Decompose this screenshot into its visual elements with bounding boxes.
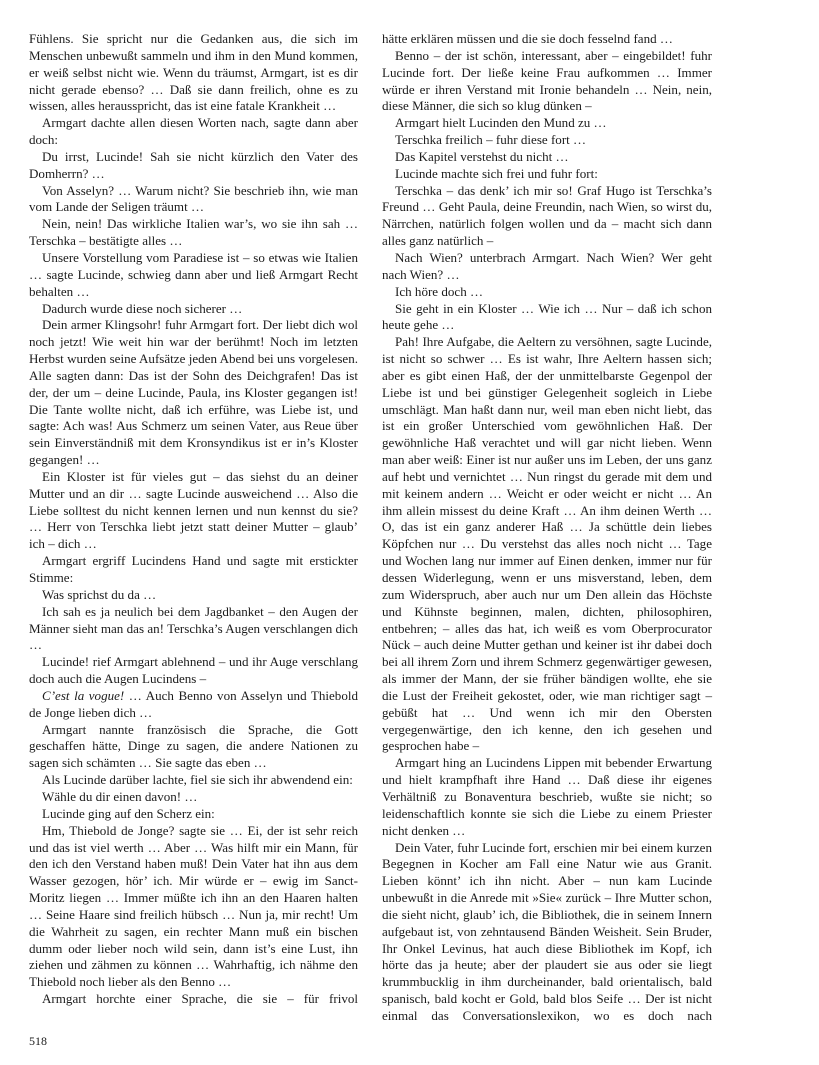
left-column-paragraph: Dadurch wurde diese noch sicherer … [42,300,243,316]
right-column-paragraph: Lucinde machte sich frei und fuhr fort: [395,165,598,181]
right-column-paragraph: Pah! Ihre Aufgabe, die Aeltern zu versöhnen, sagte Lucinde, ist nicht so schwer … Es ist wahr, Ihre Aeltern hassen sich; aber es gibt einen Haß, der der unmittelbarste Gegenpol der Liebe ist und bei günstiger Gelegenheit sogleich in Liebe umschlägt. Man haßt dann nur, weil man eben nicht liebt, das ist ein großer Unterschied vom gewöhnlichen Haß. Der gewöhnliche Haß verachtet und will gar nicht lieben. Wenn man aber weiß: Einer ist nur außer uns im Leben, der uns ganz auf hebt und vernichtet … Nun ringst du gerade mit dem und mit keinem andern … Weicht er oder weicht er nicht … An ihm allein missest du deine Kraft … An ihm deinen Werth … O, das ist ein ganz anderer Haß … Ja schüttle dein liebes Köpfchen nur … Du verstehst das alles noch nicht … Tage und Wochen lang nur immer auf Einen denken, immer nur für dessen Widerlegung, wenn er uns misverstand, leben, dem zum Widerspruch, aber auch nur um Den allein das Höchste und Kühnste beginnen, malen, dichten, philosophiren, entbehren; – alles das hat, ich weiß es vom Oberprocurator Nück – auch deine Mutter gethan und keiner ist ihr dabei doch bei all ihrem Zorn und ihrem Schmerz gegenwärtiger gewesen, als immer der Mann, der sie früher bändigen wollte, ehe sie die Lust der Freiheit gekostet, oder, wie man richtiger sagt – gebüßt hat … Und wenn ich mir den Obersten vergegenwärtige, den ich kenne, den ich gesehen und gesprochen habe – [382,334,712,754]
left-column-paragraph: Du irrst, Lucinde! Sah sie nicht kürzlich den Vater des Domherrn? … [29,148,358,181]
left-column-paragraph: Wähle du dir einen davon! … [42,788,198,804]
left-column-paragraph: Armgart horchte einer Sprache, die sie – für frivol [42,991,358,1007]
left-column-paragraph: Ich sah es ja neulich bei dem Jagdbanket – den Augen der Männer sieht man das an! Terschka’s Augen verschlangen dich … [29,603,358,653]
right-column-paragraph: Nach Wien? unterbrach Armgart. Nach Wien? Wer geht nach Wien? … [382,249,712,282]
left-column-paragraph: Armgart dachte allen diesen Worten nach, sagte dann aber doch: [29,115,358,148]
right-column-paragraph: Terschka – das denk’ ich mir so! Graf Hugo ist Terschka’s Freund … Geht Paula, deine Freundin, nach Wien, so wirst du, Närrchen, natürlich folgen wollen und da – macht sich dann alles ganz natürlich – [382,182,712,249]
left-column-paragraph: Fühlens. Sie spricht nur die Gedanken aus, die sich im Menschen unbewußt sammeln und ihm in den Mund kommen, er weiß selbst nicht wie. Wenn du träumst, Armgart, ist es dir nicht gerade ebenso? … Daß sie dann freilich, ohne es zu wissen, alles herausspricht, das ist eine fatale Krankheit … [29,31,358,114]
left-column-paragraph: Von Asselyn? … Warum nicht? Sie beschrieb ihn, wie man vom Lande der Seligen träumt … [29,182,358,215]
right-text-column [382,31,712,1025]
left-column-paragraph: Nein, nein! Das wirkliche Italien war’s, wo sie ihn sah … Terschka – bestätigte alles … [29,216,358,249]
left-column-paragraph: Ein Kloster ist für vieles gut – das siehst du an deiner Mutter und an dir … sagte Lucinde ausweichend … Also die Liebe solltest du nicht kennen lernen und nun kennst du sie? … Herr von Terschka liebt jetzt statt deiner Mutter – glaub’ ich – dich … [29,468,358,552]
right-column-paragraph: Terschka freilich – fuhr diese fort … [395,132,587,148]
left-column-paragraph: Als Lucinde darüber lachte, fiel sie sich ihr abwendend ein: [42,772,353,788]
right-column-paragraph: Armgart hielt Lucinden den Mund zu … [395,115,607,131]
right-column-paragraph: Benno – der ist schön, interessant, aber – eingebildet! fuhr Lucinde fort. Der ließe keine Frau aufkommen … Immer würde er ihren Verstand mit Ironie behandeln … Nein, nein, diese Männer, die sich so klug dünken – [382,47,712,114]
page-number: 518 [29,1034,47,1048]
right-column-paragraph: Armgart hing an Lucindens Lippen mit bebender Erwartung und hielt krampfhaft ihre Hand … Daß diese ihr eigenes Verhältniß zu Bonaventura beschrieb, wußte sie nicht; so leidenschaftlich konnte sie sich die Liebe zu einem Priester nicht denken … [382,755,712,838]
left-column-paragraph: Lucinde ging auf den Scherz ein: [42,805,215,821]
left-column-paragraph: Hm, Thiebold de Jonge? sagte sie … Ei, der ist sehr reich und das ist viel werth … Aber … Was hilft mir ein Mann, für den ich den Verstand haben muß! Dein Vater hat ihn aus dem Wasser gezogen, hör’ ich. Mir würde er – ewig im Sanct-Moritz liegen … Immer müßte ich ihn an den Haaren halten … Seine Haare sind freilich hübsch … Nun ja, mir recht! Um die Wahrheit zu sagen, ein rechter Mann muß ein bischen dumm oder lieber noch wild sein, dann ist’s eine Lust, ihn ziehen und zähmen zu können … Wahrhaftig, ich nähme den Thiebold noch lieber als den Benno … [29,822,358,990]
left-column-paragraph: Was sprichst du da … [42,586,157,602]
right-column-paragraph: Das Kapitel verstehst du nicht … [395,148,569,164]
left-column-paragraph: C’est la vogue! … Auch Benno von Asselyn und Thiebold de Jonge lieben dich … [29,687,358,720]
left-column-paragraph: Dein armer Klingsohr! fuhr Armgart fort. Der liebt dich wol noch jetzt! Wie weit hin war der berühmt! Noch im letzten Herbst wurden seine Aufsätze jeden Abend bei uns vorgelesen. Alle sagten dann: Das ist der Sohn des Deichgrafen! Das ist der, der um – deine Lucinde, Paula, ins Kloster gegangen ist! Die Tante wollte nicht, daß ich erführe, was Liebe ist, und sagte: Ach was! Aus Schmerz um seinen Vater, aus Reue über sein Einverständniß mit dem Kronsyndikus ist er in’s Kloster gegangen! … [29,317,358,468]
right-column-paragraph: Sie geht in ein Kloster … Wie ich … Nur – daß ich schon heute gehe … [382,300,712,333]
left-text-column [29,31,358,1008]
right-column-paragraph: Dein Vater, fuhr Lucinde fort, erschien mir bei einem kurzen Begegnen in Kocher am Fall eine Natur wie aus Granit. Lieben könnt’ ich ihn nicht. Aber – nun kam Lucinde unbewußt in die Anrede mit »Sie« zurück – Ihre Mutter schon, die sieht nicht, glaub’ ich, die Bibliothek, die in seinem Innern aufgebaut ist, von zehntausend Bänden Weisheit. Sein Bruder, Ihr Onkel Levinus, hat auch diese Bibliothek im Kopf, ich hörte das ja heute; aber der plaudert sie aus oder sie liegt krummbucklig in ihm durcheinander, bald orientalisch, bald spanisch, bald kocht er Gold, bald blos Seife … Der ist nicht einmal das Conversationslexikon, wo es doch nach [382,839,712,1023]
right-column-paragraph: Ich höre doch … [395,283,484,299]
right-column-paragraph: hätte erklären müssen und die sie doch fesselnd fand … [382,31,673,46]
left-column-paragraph: Armgart nannte französisch die Sprache, die Gott geschaffen hätte, Dinge zu sagen, die andere Nationen zu sagen sich schämten … Sie sagte das eben … [29,721,358,771]
left-column-paragraph: Lucinde! rief Armgart ablehnend – und ihr Auge verschlang doch auch die Augen Lucindens – [29,654,358,687]
left-column-paragraph: Armgart ergriff Lucindens Hand und sagte mit erstickter Stimme: [29,553,358,585]
italic-phrase: C’est la vogue! [42,687,125,703]
left-column-paragraph: Unsere Vorstellung vom Paradiese ist – so etwas wie Italien … sagte Lucinde, schwieg dann aber und ließ Armgart Recht behalten … [29,249,358,299]
